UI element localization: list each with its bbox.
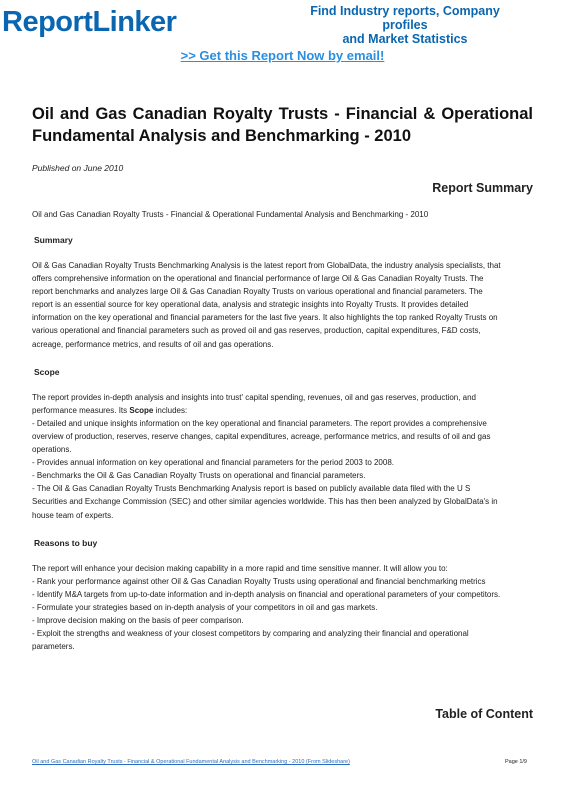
text-run: includes: [153,405,188,415]
scope-paragraph [32,391,533,522]
text-line: The report will enhance your decision making capability in a more rapid and time sensitive manner. It will allow you to: [32,563,448,573]
text-line: - The Oil & Gas Canadian Royalty Trusts Benchmarking Analysis report is based on publicly available data filed with the U S [32,484,471,494]
text-line: - Provides annual information on key operational and financial parameters for the period 2003 to 2008. [32,458,395,468]
text-line: report benchmarks and analyzes large Oil & Gas Canadian Royalty Trusts on various operational and financial parameters. The [32,287,483,297]
text-line: house team of experts. [32,510,114,520]
page-number: Page 1/9 [504,759,527,765]
text-line: - Detailed and unique insights information on the key operational and financial parameters. The report provides a comprehensive [32,418,487,428]
get-report-link[interactable]: >> Get this Report Now by email! [180,48,385,63]
text-line: offers comprehensive information on the operational and financial performance of large Oil & Gas Canadian Royalty Trusts. The [32,274,484,284]
text-line: operations. [32,445,72,455]
text-line [32,404,533,417]
published-date: Published on June 2010 [32,163,124,173]
text-line: - Rank your performance against other Oil & Gas Canadian Royalty Trusts using operational and financial benchmarking metrics [32,576,486,586]
reportlinker-logo[interactable]: ReportLinker [2,6,177,38]
report-summary-heading: Report Summary [432,181,533,195]
text-line: report is an essential source for key operational data, analysis and strategic insights into Royalty Trusts. It provides detailed [32,300,469,310]
text-line: - Formulate your strategies based on in-depth analysis of your competitors in oil and gas markets. [32,602,378,612]
summary-heading: Summary [34,235,73,245]
text-line: The report provides in-depth analysis and insights into trust' capital spending, revenues, oil and gas reserves, production, and [32,392,477,402]
text-line: - Improve decision making on the basis of peer comparison. [32,615,244,625]
document-body [32,103,533,653]
reasons-paragraph [32,562,533,654]
text-line: Securities and Exchange Commission (SEC) and other similar agencies worldwide. This has then been analyzed by GlobalData's in [32,497,498,507]
text-line: acreage, performance metrics, and results of oil and gas operations. [32,339,274,349]
tagline-line-1: Find Industry reports, Company profiles [310,4,500,32]
text-line: Oil & Gas Canadian Royalty Trusts Benchmarking Analysis is the latest report from GlobalData, the industry analysis specialists, that [32,261,501,270]
text-line: - Identify M&A targets from up-to-date information and in-depth analysis on financial and operational parameters of your competitors. [32,589,501,599]
footer [32,759,533,765]
scope-heading: Scope [34,366,60,377]
header [0,0,565,70]
tagline [305,4,505,46]
text-line: various operational and financial parameters such as proved oil and gas reserves, production, capital expenditures, F&D costs, [32,326,481,336]
text-line: - Benchmarks the Oil & Gas Canadian Royalty Trusts on operational and financial parameters. [32,471,366,481]
report-subtitle: Oil and Gas Canadian Royalty Trusts - Financial & Operational Fundamental Analysis and Benchmarking - 2010 [32,210,429,219]
text-line: overview of production, reserves, reserve changes, capital expenditures, acreage, performance metrics, and results of oil and gas [32,431,491,441]
table-of-content-heading: Table of Content [435,707,533,721]
text-line: parameters. [32,642,75,652]
summary-paragraph [32,259,533,351]
text-run: performance measures. Its [32,405,130,415]
scope-bold-word: Scope [129,405,154,415]
report-title: Oil and Gas Canadian Royalty Trusts - Financial & Operational Fundamental Analysis and Benchmarking - 2010 [32,105,533,145]
tagline-line-2: and Market Statistics [342,32,468,46]
text-line: information on the key operational and financial parameters for the last five years. It also highlights the top ranked Royalty Trusts on [32,313,498,323]
text-line: - Exploit the strengths and weakness of your closest competitors by comparing and analyzing their financial and operational [32,629,469,639]
reasons-heading: Reasons to buy [34,537,98,548]
footer-source-link[interactable]: Oil and Gas Canadian Royalty Trusts - Financial & Operational Fundamental Analysis and Benchmarking - 2010 (From Slideshare) [32,759,350,765]
